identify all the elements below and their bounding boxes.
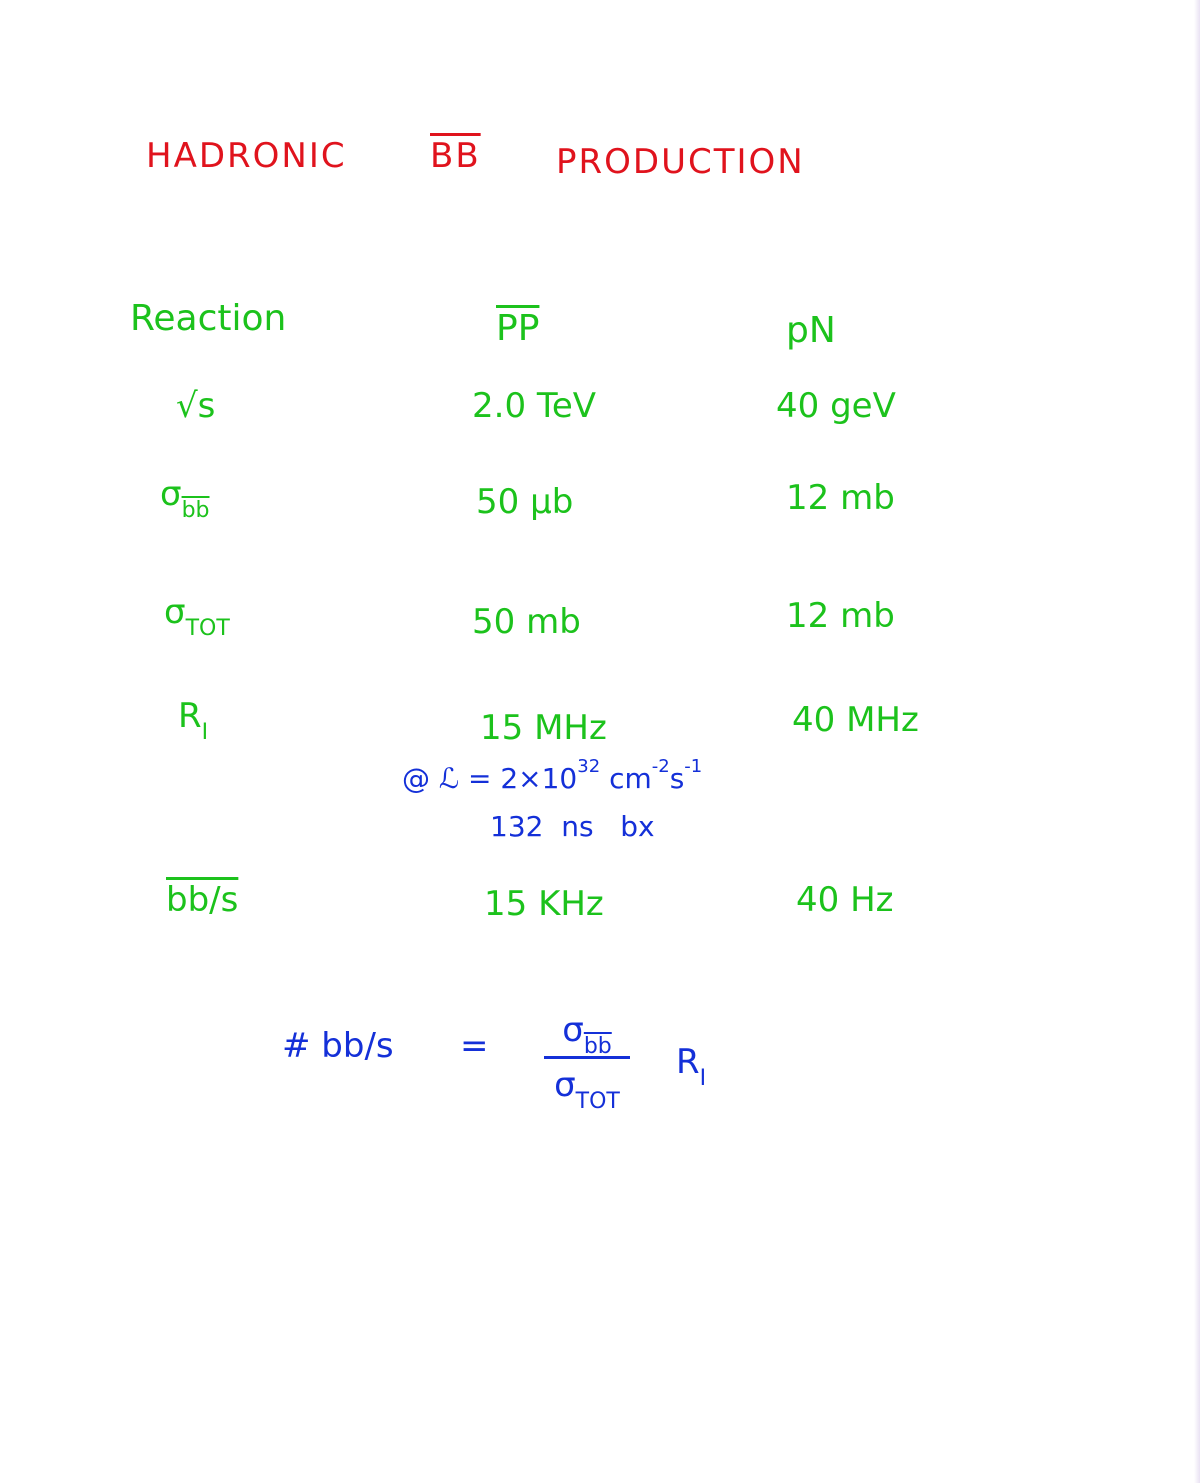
row-label-subscript: I bbox=[201, 720, 209, 745]
row-label-text: σ bbox=[160, 474, 182, 514]
row-bb-per-s-col2: 40 Hz bbox=[796, 880, 894, 920]
row-label-sigma-tot bbox=[164, 592, 230, 641]
luminosity-unit-cm-exponent: -2 bbox=[651, 756, 670, 777]
row-sqrt-s-col2: 40 geV bbox=[776, 386, 896, 426]
title-bb: $\overline{BB}$ bbox=[430, 136, 481, 176]
formula-equals: = bbox=[460, 1026, 489, 1066]
row-label-text: bb/s bbox=[166, 880, 239, 920]
row-sigma-bb-col1: 50 μb bbox=[476, 482, 574, 522]
row-label-subscript: bb bbox=[181, 498, 210, 523]
luminosity-unit-s: s bbox=[669, 762, 685, 795]
formula-rate-factor bbox=[676, 1042, 707, 1091]
row-label-sigma-bb bbox=[160, 474, 210, 523]
row-sigma-tot-col2: 12 mb bbox=[786, 596, 895, 636]
formula-numerator bbox=[562, 1010, 612, 1059]
luminosity-exponent: 32 bbox=[577, 756, 601, 777]
rate-subscript: I bbox=[699, 1066, 707, 1091]
row-label-text: R bbox=[178, 696, 202, 736]
rate-symbol: R bbox=[676, 1042, 700, 1082]
row-label-text: σ bbox=[164, 592, 186, 632]
formula-lhs: # bb/s bbox=[282, 1026, 394, 1066]
formula-fraction bbox=[544, 1010, 630, 1114]
numerator-subscript: bb bbox=[583, 1034, 612, 1059]
row-sigma-bb-col2: 12 mb bbox=[786, 478, 895, 518]
numerator-sigma: σ bbox=[562, 1010, 584, 1050]
page-edge-shadow bbox=[1194, 0, 1200, 1483]
row-sqrt-s-col1: 2.0 TeV bbox=[472, 386, 597, 426]
bunch-crossing-note: 132 ns bx bbox=[490, 810, 655, 843]
denominator-sigma: σ bbox=[554, 1065, 576, 1105]
title-production: PRODUCTION bbox=[556, 142, 805, 182]
at-symbol: @ bbox=[402, 762, 430, 795]
luminosity-value: ℒ = 2×10 bbox=[438, 762, 578, 795]
row-bb-per-s-col1: 15 KHz bbox=[484, 884, 604, 924]
row-label-subscript: TOT bbox=[185, 616, 230, 641]
row-rate-col1: 15 MHz bbox=[480, 708, 607, 748]
title-hadronic: HADRONIC bbox=[146, 136, 347, 176]
luminosity-unit-cm: cm bbox=[609, 762, 652, 795]
row-label-bb-per-s bbox=[166, 880, 238, 920]
row-label-text: √s bbox=[176, 386, 216, 426]
luminosity-note bbox=[402, 756, 703, 795]
header-reaction: Reaction bbox=[130, 298, 287, 339]
header-col1: $\overline{PP}$ bbox=[496, 308, 540, 349]
row-label-rate bbox=[178, 696, 209, 745]
row-label-sqrt-s bbox=[176, 386, 215, 426]
formula-denominator bbox=[554, 1065, 620, 1114]
row-sigma-tot-col1: 50 mb bbox=[472, 602, 581, 642]
denominator-subscript: TOT bbox=[575, 1089, 620, 1114]
header-col2: pN bbox=[786, 310, 836, 351]
row-rate-col2: 40 MHz bbox=[792, 700, 919, 740]
luminosity-unit-s-exponent: -1 bbox=[684, 756, 703, 777]
